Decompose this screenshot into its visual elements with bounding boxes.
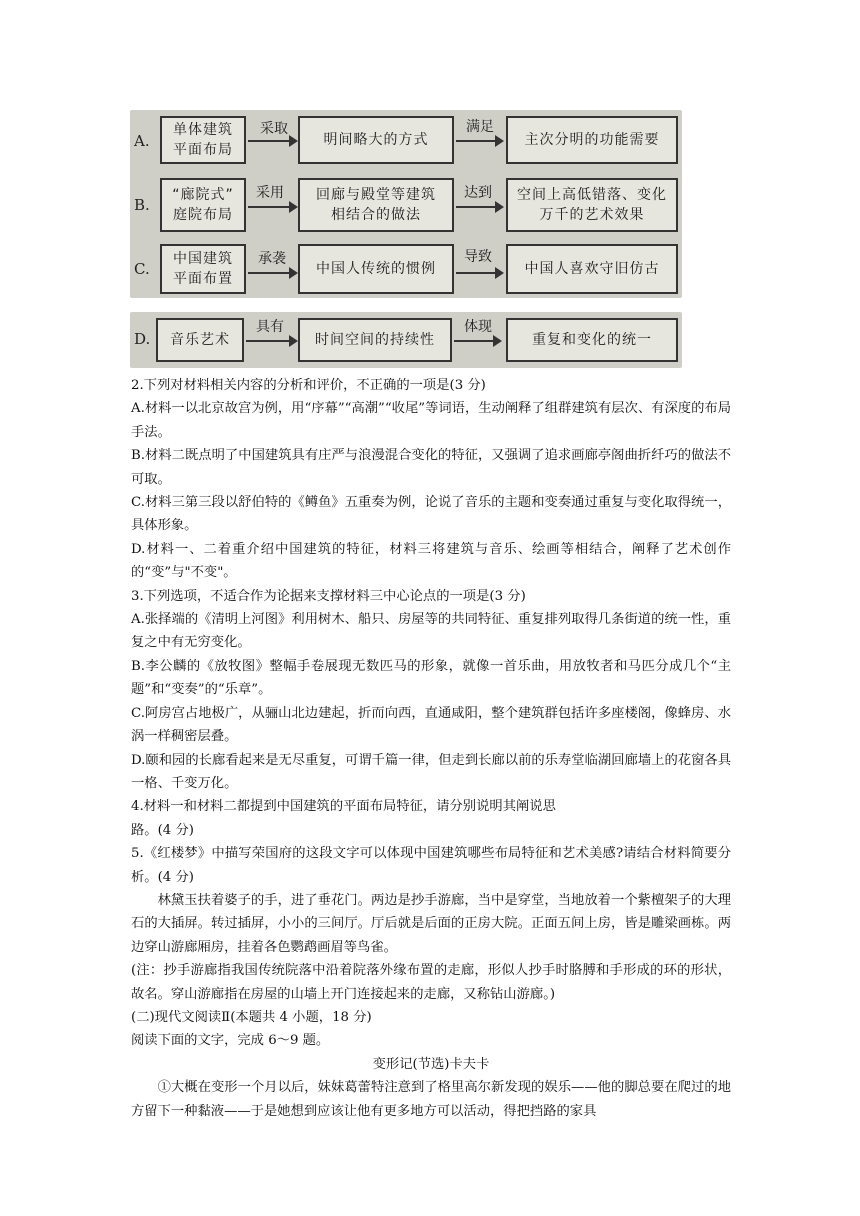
arrow-label: 导致 bbox=[464, 249, 492, 265]
diagram-box-3: 重复和变化的统一 bbox=[506, 318, 678, 362]
option-letter: C. bbox=[134, 260, 150, 278]
article-title: 变形记(节选)卡夫卡 bbox=[372, 1056, 490, 1072]
question-4: 4.材料一和材料二都提到中国建筑的平面布局特征，请分别说明其阐说思 bbox=[131, 799, 556, 815]
option-2b: B.材料二既点明了中国建筑具有庄严与浪漫混合变化的特征，又强调了追求画廊亭阁曲折纤巧的做法不可取。 bbox=[131, 448, 731, 487]
option-3c: C.阿房宫占地极广，从骊山北边建起，折而向西，直通咸阳，整个建筑群包括许多座楼阁，像蜂房、水涡一样稠密层叠。 bbox=[131, 705, 731, 745]
option-3d: D.颐和园的长廊看起来是无尽重复，可谓千篇一律，但走到长廊以前的乐寿堂临湖回廊墙上的花窗各具一格、千变万化。 bbox=[131, 752, 731, 791]
arrow-label: 承袭 bbox=[258, 251, 286, 267]
arrow-icon bbox=[456, 272, 502, 274]
diagram-box-1: 单体建筑 平面布局 bbox=[160, 116, 246, 164]
diagram-box-1: 中国建筑 平面布置 bbox=[160, 244, 246, 294]
diagram-row-a bbox=[130, 110, 682, 170]
diagram-row-b bbox=[130, 174, 682, 236]
annotation-note: (注：抄手游廊指我国传统院落中沿着院落外缘布置的走廊，形似人抄手时胳膊和手形成的环的形状，故名。穿山游廊指在房屋的山墙上开门连接起来的走廊，又称钻山游廊。) bbox=[131, 963, 731, 1002]
arrow-icon bbox=[248, 272, 296, 274]
diagram-box-3: 空间上高低错落、变化 万千的艺术效果 bbox=[506, 178, 678, 232]
arrow-icon bbox=[456, 206, 502, 208]
arrow-label: 采用 bbox=[256, 185, 284, 201]
question-4-cont: 路。(4 分) bbox=[131, 822, 194, 838]
question-5: 5.《红楼梦》中描写荣国府的这段文字可以体现中国建筑哪些布局特征和艺术美感?请结合材料简要分析。(4 分) bbox=[131, 846, 731, 885]
arrow-icon bbox=[456, 140, 502, 142]
option-letter: D. bbox=[134, 330, 151, 348]
diagram-box-2: 时间空间的持续性 bbox=[298, 318, 452, 362]
arrow-icon bbox=[454, 340, 500, 342]
diagram-box-2: 中国人传统的惯例 bbox=[298, 244, 454, 294]
option-2a: A.材料一以北京故宫为例，用“序幕”“高潮”“收尾”等词语，生动阐释了组群建筑有层次、有深度的布局手法。 bbox=[131, 401, 731, 440]
option-2d: D.材料一、二着重介绍中国建筑的特征，材料三将建筑与音乐、绘画等相结合，阐释了艺术创作的“变”与"不变"。 bbox=[131, 541, 731, 581]
diagram-box-1: “廊院式” 庭院布局 bbox=[160, 178, 246, 232]
arrow-icon bbox=[248, 206, 296, 208]
arrow-label: 具有 bbox=[256, 319, 284, 335]
diagram-box-2: 回廊与殿堂等建筑 相结合的做法 bbox=[298, 178, 454, 232]
options-diagram-d bbox=[130, 312, 682, 368]
quoted-passage: 林黛玉扶着婆子的手，进了垂花门。两边是抄手游廊，当中是穿堂，当地放着一个紫檀架子的大理石的大插屏。转过插屏，小小的三间厅。厅后就是后面的正房大院。正面五间上房，皆是雕梁画栋。两边穿山游廊厢房，挂着各色鹦鹉画眉等鸟雀。 bbox=[131, 892, 731, 955]
arrow-icon bbox=[248, 140, 296, 142]
question-text bbox=[131, 374, 731, 1123]
options-diagram-abc bbox=[130, 110, 682, 298]
question-2: 2.下列对材料相关内容的分析和评价，不正确的一项是(3 分) bbox=[131, 378, 486, 393]
arrow-label: 体现 bbox=[464, 319, 492, 335]
diagram-box-2: 明间略大的方式 bbox=[298, 116, 454, 164]
reading-instruction: 阅读下面的文字，完成 6～9 题。 bbox=[131, 1033, 330, 1049]
article-paragraph-1: ①大概在变形一个月以后，妹妹葛蕾特注意到了格里高尔新发现的娱乐——他的脚总要在爬过的地方留下一种黏液——于是她想到应该让他有更多地方可以活动，得把挡路的家具 bbox=[131, 1080, 731, 1119]
diagram-box-3: 中国人喜欢守旧仿古 bbox=[506, 244, 678, 294]
option-2c: C.材料三第三段以舒伯特的《鳟鱼》五重奏为例，论说了音乐的主题和变奏通过重复与变化取得统一，具体形象。 bbox=[131, 495, 731, 534]
option-3b: B.李公麟的《放牧图》整幅手卷展现无数匹马的形象，就像一首乐曲，用放牧者和马匹分成几个“主题”和“变奏”的“乐章”。 bbox=[131, 658, 731, 698]
arrow-label: 满足 bbox=[466, 119, 494, 135]
arrow-label: 达到 bbox=[464, 185, 492, 201]
arrow-icon bbox=[246, 340, 296, 342]
option-letter: A. bbox=[134, 132, 150, 150]
question-3: 3.下列选项，不适合作为论据来支撑材料三中心论点的一项是(3 分) bbox=[131, 588, 526, 604]
arrow-label: 采取 bbox=[260, 121, 288, 137]
option-letter: B. bbox=[134, 196, 150, 214]
diagram-row-c bbox=[130, 238, 682, 298]
diagram-box-1: 音乐艺术 bbox=[156, 318, 244, 362]
diagram-box-3: 主次分明的功能需要 bbox=[506, 116, 678, 164]
option-3a: A.张择端的《清明上河图》利用树木、船只、房屋等的共同特征、重复排列取得几条街道的统一性，重复之中有无穷变化。 bbox=[131, 612, 731, 651]
section-heading: (二)现代文阅读Ⅱ(本题共 4 小题，18 分) bbox=[131, 1009, 372, 1025]
diagram-row-d bbox=[130, 312, 682, 368]
